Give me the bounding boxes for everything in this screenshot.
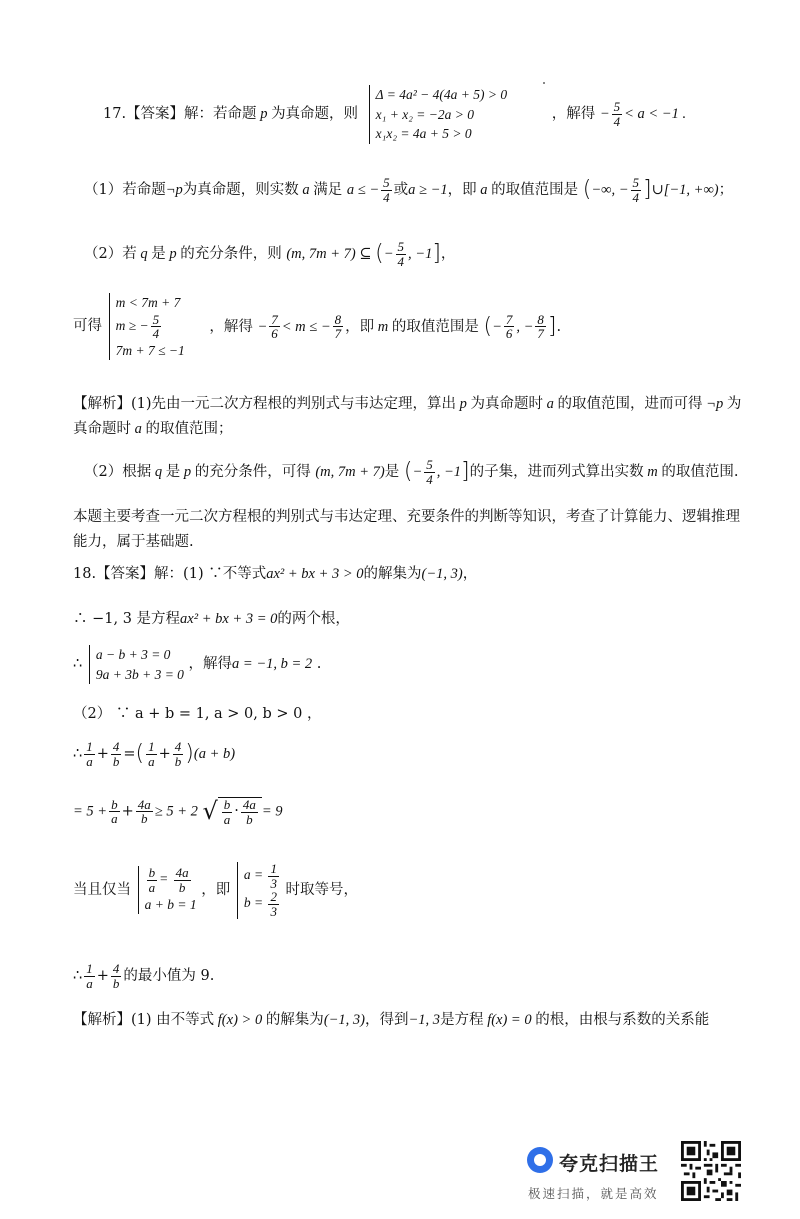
q17-system: Δ = 4a² − 4(4a + 5) > 0 x₁ + x₂ = −2a > 0 x₁x₂ = 4a + 5 > 0: [369, 85, 507, 144]
scan-speck: [543, 82, 545, 84]
q17-summary-line1: 本题主要考查一元二次方程根的判别式与韦达定理、充要条件的判断等知识，考查了计算能力、逻辑推理: [73, 509, 740, 525]
q17-system-m: 可得 m < 7m + 7 m ≥ − $\frac{5}{4}$ 7m + 7 ≤ −1 ，解得 − $\frac{7}{6}$ < m ≤ − $\frac{8}{7}$ ，即 m 的取值范围是 (− $\frac{7}{6}$ , − $\frac{8}{7}$ ].: [73, 293, 561, 360]
q17-analysis-part2: （2）根据 q 是 p 的充分条件，可得 (m, 7m + 7)是 (− $\frac{5}{4}$ , −1]的子集，进而列式算出实数 m 的取值范围.: [84, 457, 739, 487]
q17-analysis-line2: 真命题时 a 的取值范围；: [73, 421, 233, 437]
q17-summary-line2: 能力，属于基础题.: [73, 534, 194, 550]
q17-part2: （2）若 q 是 p 的充分条件，则 (m, 7m + 7) ⊆ (− $\frac{5}{4}$ , −1]，: [84, 239, 456, 269]
q17-head: 17.【答案】解：若命题: [103, 105, 257, 122]
q18-system: ∴ a − b + 3 = 0 9a + 3b + 3 = 0 ，解得a = −1, b = 2 .: [73, 645, 321, 684]
q17-answer-line: 17.【答案】解：若命题 p 为真命题，则 Δ = 4a² − 4(4a + 5) > 0 x₁ + x₂ = −2a > 0 x₁x₂ = 4a + 5 > 0 ，解得 − $\frac{5}{4}$ < a < −1 .: [103, 85, 686, 144]
q18-min-line: ∴ $\frac{1}{a}$ + $\frac{4}{b}$ 的最小值为 9.: [73, 961, 215, 991]
q18-ineq-line: = 5 + $\frac{b}{a}$ + $\frac{4a}{b}$ ≥ 5 + 2 √ $\frac{b}{a}$ · $\frac{4a}{b}$ = 9: [73, 796, 283, 827]
q18-analysis-line: 【解析】(1) 由不等式 f(x) > 0 的解集为(−1, 3)，得到−1, 3是方程 f(x) = 0 的根，由根与系数的关系能: [73, 1012, 710, 1028]
quark-logo-icon: [527, 1147, 553, 1173]
q17-analysis-line1: 【解析】(1)先由一元二次方程根的判别式与韦达定理，算出 p 为真命题时 a 的取值范围，进而可得 ¬p 为: [73, 396, 742, 412]
q18-expand-line: ∴ $\frac{1}{a}$ + $\frac{4}{b}$ =( $\frac{1}{a}$ + $\frac{4}{b}$ )(a + b): [73, 739, 236, 769]
q18-part2: （2） ∵ a + b = 1, a > 0, b > 0 ，: [73, 706, 322, 722]
q18-equality-condition: 当且仅当 $\frac{b}{a}$ = $\frac{4a}{b}$ a + b = 1 ，即 a = $\frac{1}{3}$ b = $\frac{2}{3}$ 时取等号，: [73, 861, 359, 919]
q17-m-system: m < 7m + 7 m ≥ − $\frac{5}{4}$ 7m + 7 ≤ −1: [109, 293, 185, 360]
qr-code-icon: [681, 1141, 741, 1201]
q18-answer-line: 18.【答案】解：(1) ∵不等式ax² + bx + 3 > 0的解集为(−1, 3)，: [73, 566, 478, 582]
watermark-title: 夸克扫描王: [559, 1153, 660, 1175]
q18-roots-line: ∴ −1, 3 是方程ax² + bx + 3 = 0的两个根，: [73, 611, 350, 627]
watermark-subtitle: 极速扫描，就是高效: [528, 1186, 659, 1201]
q17-part1: （1）若命题¬p为真命题，则实数 a 满足 a ≤ − $\frac{5}{4}$ 或a ≥ −1，即 a 的取值范围是 (−∞, − $\frac{5}{4}$ ]∪[−1, +∞)；: [84, 175, 734, 205]
